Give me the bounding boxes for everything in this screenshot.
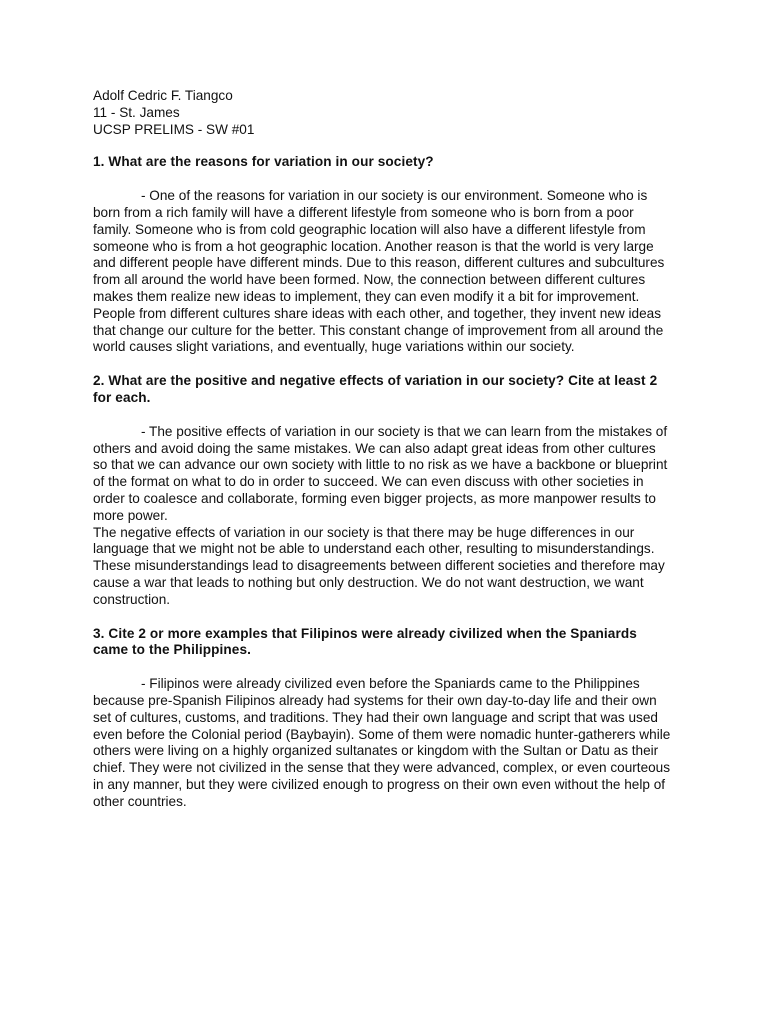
document-page xyxy=(93,88,673,810)
answer-2-negative-paragraph: The negative effects of variation in our society is that there may be huge differences in our language that we might not be able to understand each other, resulting to misunderstandings. These misunderstandings lead to disagreements between different societies and therefore may cause a war that leads to nothing but only destruction. We do not want destruction, we want construction. xyxy=(93,524,665,607)
question-3: 3. Cite 2 or more examples that Filipinos were already civilized when the Spaniards came to the Philippines. xyxy=(93,625,637,658)
student-section: 11 - St. James xyxy=(93,104,180,120)
answer-2-positive-paragraph: - The positive effects of variation in our society is that we can learn from the mistakes of others and avoid doing the same mistakes. We can also adapt great ideas from other cultures so that we can advance our own society with little to no risk as we have a backbone or blueprint of the format on what to do in order to succeed. We can even discuss with other societies in order to coalesce and collaborate, forming even bigger projects, as more manpower results to more power. xyxy=(93,423,668,523)
answer-1-paragraph: - One of the reasons for variation in our society is our environment. Someone who is born from a rich family will have a different lifestyle from someone who is born from a poor family. Someone who is from cold geographic location will also have a different lifestyle from someone who is from a hot geographic location. Another reason is that the world is very large and different people have different minds. Due to this reason, different cultures and subcultures from all around the world have been formed. Now, the connection between different cultures makes them realize new ideas to implement, they can even modify it a bit for improvement. People from different cultures share ideas with each other, and together, they invent new ideas that change our culture for the better. This constant change of improvement from all around the world causes slight variations, and eventually, huge variations within our society. xyxy=(93,188,665,355)
student-name: Adolf Cedric F. Tiangco xyxy=(93,88,233,103)
answer-3-paragraph: - Filipinos were already civilized even before the Spaniards came to the Philippines because pre-Spanish Filipinos already had systems for their own day-to-day life and their own set of cultures, customs, and traditions. They had their own language and script that was used even before the Colonial period (Baybayin). Some of them were nomadic hunter-gatherers while others were living on a highly organized sultanates or kingdom with the Sultan or Datu as their chief. They were not civilized in the sense that they were advanced, complex, or even courteous in any manner, but they were civilized enough to progress on their own even without the help of other countries. xyxy=(93,676,671,809)
question-2: 2. What are the positive and negative effects of variation in our society? Cite at least 2 for each. xyxy=(93,373,658,405)
assignment-title: UCSP PRELIMS - SW #01 xyxy=(93,121,255,137)
question-1: 1. What are the reasons for variation in our society? xyxy=(93,154,434,170)
